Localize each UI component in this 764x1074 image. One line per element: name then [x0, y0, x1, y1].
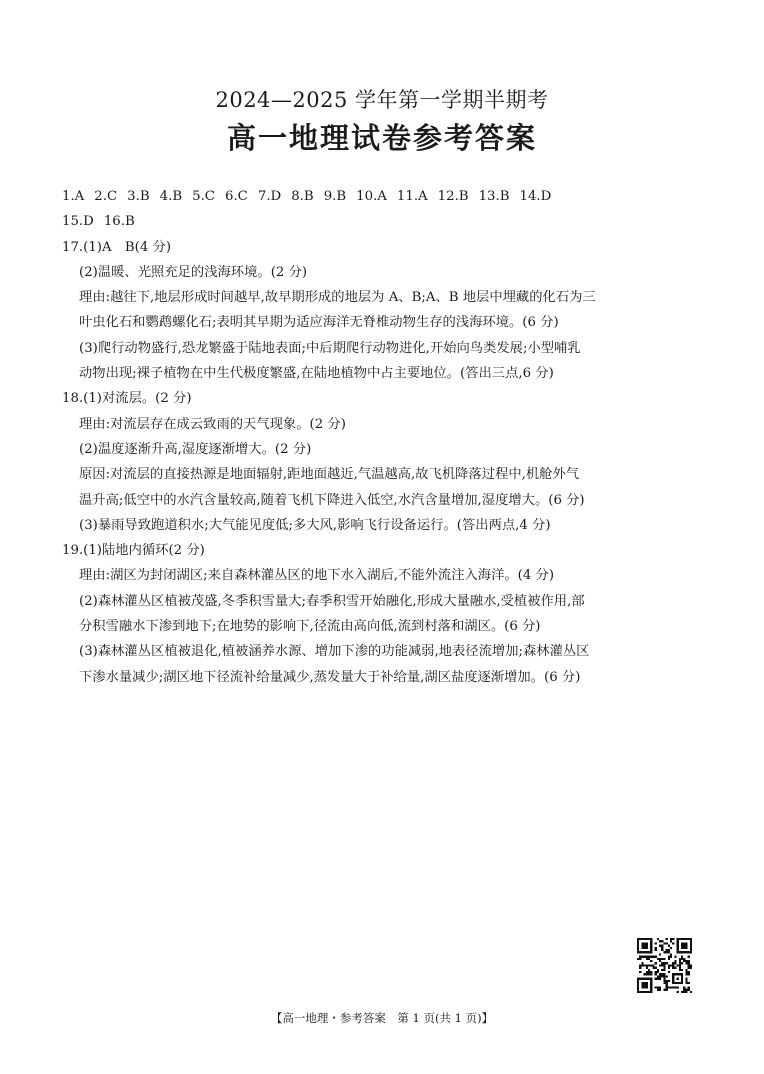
mc-answer: 5.C: [192, 189, 215, 204]
q19-part1: 19.(1)陆地内循环(2 分): [62, 543, 205, 559]
q18-reason: 理由:对流层存在成云致雨的天气现象。(2 分): [79, 416, 346, 432]
q19-reason: 理由:湖区为封闭湖区;来自森林灌丛区的地下水入湖后,不能外流注入海洋。(4 分): [79, 568, 555, 584]
mc-answer: 1.A: [62, 189, 85, 204]
q18-part3: (3)暴雨导致跑道积水;大气能见度低;多大风,影响飞行设备运行。(答出两点,4 分): [79, 517, 551, 533]
mc-answer: 6.C: [224, 189, 248, 204]
q19-part2-line1: (2)森林灌丛区植被茂盛,冬季积雪量大;春季积雪开始融化,形成大量融水,受植被作用,部: [79, 593, 585, 609]
q17-part3-line2: 动物出现;裸子植物在中生代极度繁盛,在陆地植物中占主要地位。(答出三点,6 分): [79, 366, 554, 382]
mc-answer: 12.B: [437, 189, 469, 204]
mc-answer: 9.B: [323, 189, 347, 204]
q18-part1: 18.(1)对流层。(2 分): [62, 391, 192, 407]
mc-answer: 15.D: [62, 214, 94, 230]
q19-part3-line2: 下渗水量减少;湖区地下径流补给量减少,蒸发量大于补给量,湖区盐度逐渐增加。(6 分): [79, 669, 581, 685]
mc-answers-row-1: [62, 184, 712, 209]
document-title: 高一地理试卷参考答案: [226, 121, 537, 155]
mc-answer: 3.B: [127, 189, 150, 204]
q17-part2: (2)温暖、光照充足的浅海环境。(2 分): [79, 264, 308, 280]
mc-answer: 10.A: [356, 189, 387, 204]
mc-answer: 4.B: [159, 189, 183, 204]
mc-answer: 14.D: [519, 189, 552, 204]
mc-answer: 2.C: [94, 189, 118, 204]
page-footer: 【高一地理・参考答案 第 1 页(共 1 页)】: [270, 1011, 494, 1025]
q18-cause-line1: 原因:对流层的直接热源是地面辐射,距地面越近,气温越高,故飞机降落过程中,机舱外气: [79, 467, 580, 483]
q17-part3-line1: (3)爬行动物盛行,恐龙繁盛于陆地表面;中后期爬行动物进化,开始向鸟类发展;小型哺乳: [79, 340, 581, 356]
mc-answer: 8.B: [291, 189, 314, 204]
answer-body: [62, 184, 712, 690]
exam-title: 2024—2025 学年第一学期半期考: [215, 88, 549, 112]
q18-part2: (2)温度逐渐升高,湿度逐渐增大。(2 分): [79, 441, 312, 457]
mc-answers-row-2: [62, 209, 712, 234]
q17-part1: 17.(1)A B(4 分): [62, 239, 172, 255]
mc-answer: 16.B: [103, 214, 135, 230]
q19-part2-line2: 分积雪融水下渗到地下;在地势的影响下,径流由高向低,流到村落和湖区。(6 分): [79, 619, 541, 635]
qr-code-icon[interactable]: [637, 938, 692, 993]
mc-answer: 11.A: [396, 189, 428, 204]
mc-answer: 7.D: [257, 189, 282, 204]
mc-answer: 13.B: [478, 189, 510, 204]
q17-reason-line1: 理由:越往下,地层形成时间越早,故早期形成的地层为 A、B;A、B 地层中埋藏的化石为三: [79, 290, 596, 306]
q19-part3-line1: (3)森林灌丛区植被退化,植被涵养水源、增加下渗的功能减弱,地表径流增加;森林灌丛区: [79, 644, 590, 660]
q18-cause-line2: 温升高;低空中的水汽含量较高,随着飞机下降进入低空,水汽含量增加,湿度增大。(6 分): [79, 492, 585, 508]
q17-reason-line2: 叶虫化石和鹦鹉螺化石;表明其早期为适应海洋无脊椎动物生存的浅海环境。(6 分): [79, 315, 559, 331]
